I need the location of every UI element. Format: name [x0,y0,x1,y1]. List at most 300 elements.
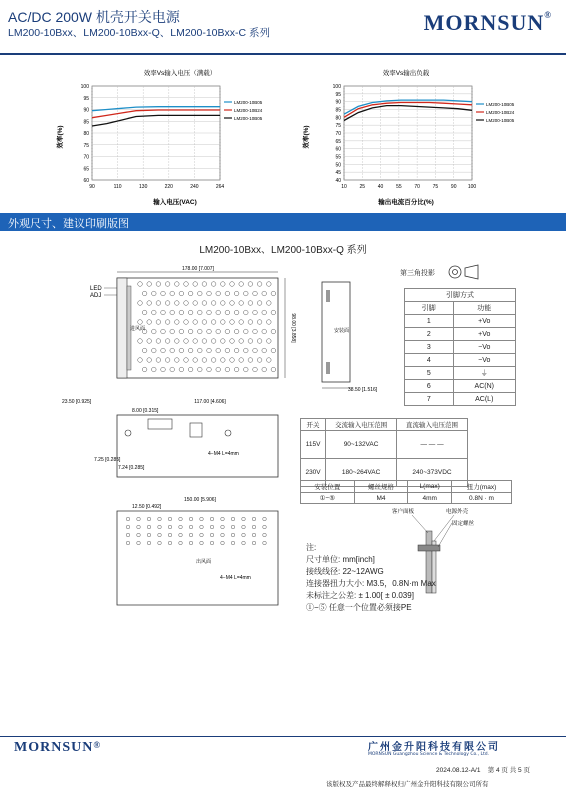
vent-hole [184,358,189,363]
pin-function: +Vo [453,328,515,341]
power-case-label: 电源外壳 [446,509,469,515]
func-col-header: 功能 [453,302,515,315]
vent-hole [257,339,262,344]
vent-hole [244,291,249,296]
vent-hole [200,517,204,521]
vent-hole [179,533,183,537]
x-tick-label: 264 [215,184,225,190]
vent-hole [152,310,157,315]
y-tick-label: 90 [83,107,89,114]
vent-hole [253,348,258,353]
vent-hole [257,320,262,325]
vent-hole [216,310,221,315]
y-tick-label: 75 [335,123,341,130]
vent-hole [221,282,226,287]
dim-23-5: 23.50 [0.925] [62,399,92,405]
vent-hole [137,525,141,529]
note-line: 未标注之公差: ± 1.00[ ± 0.039] [306,591,414,600]
vent-hole [267,339,272,344]
vent-hole [161,310,166,315]
vent-hole [207,291,212,296]
legend-label: LM200-10B05 [234,116,263,121]
x-tick-label: 130 [139,184,148,190]
y-tick-label: 95 [335,91,341,98]
vent-hole [263,517,267,521]
vent-hole [252,517,256,521]
vent-hole [207,367,212,372]
vent-hole [158,541,162,545]
vent-hole [248,282,253,287]
y-tick-label: 85 [83,119,89,126]
vent-hole [126,517,130,521]
vent-hole [126,541,130,545]
vent-hole [252,533,256,537]
dim-117: 117.00 [4.606] [194,399,226,405]
vent-hole [210,525,214,529]
vent-hole [252,525,256,529]
chart2-title: 效率Vs输出负载 [382,70,430,77]
y-tick-label: 45 [335,170,341,177]
vent-hole [230,339,235,344]
vent-hole [262,291,267,296]
vent-hole [179,310,184,315]
vent-hole [221,339,226,344]
vent-hole [193,358,198,363]
chart1-grid [92,86,220,180]
vent-hole [147,517,151,521]
vent-hole [207,310,212,315]
vent-hole [231,533,235,537]
footer-company-en: MORNSUN Guangzhou Science & Technology Co., Ltd. [368,752,490,757]
pin-row [405,315,516,328]
vent-hole [137,541,141,545]
vent-hole [142,348,147,353]
vent-hole [262,329,267,334]
vent-hole [202,339,207,344]
fix-screw-label: 固定螺丝 [452,521,475,527]
vent-hole [244,310,249,315]
x-tick-label: 40 [377,184,384,190]
vent-hole [239,301,244,306]
legend-label: LM200-10B24 [234,108,263,113]
y-tick-label: 100 [332,84,341,90]
vent-hole [198,310,203,315]
vent-hole [244,348,249,353]
doc-title: AC/DC 200W 机壳开关电源 [8,9,180,25]
vent-hole [253,329,258,334]
vent-hole [267,358,272,363]
vent-hole [168,525,172,529]
vent-hole [156,320,161,325]
vent-hole [142,310,147,315]
vent-hole [239,339,244,344]
y-tick-label: 55 [335,154,341,161]
vent-hole [175,301,180,306]
note-line: 连接器扭力大小: M3.5，0.8N·m Max [306,579,436,588]
vent-hole [138,339,143,344]
vent-hole [234,329,239,334]
x-tick-label: 220 [164,184,173,190]
y-tick-label: 50 [335,162,341,169]
vent-hole [211,339,216,344]
y-tick-label: 65 [83,166,89,173]
vent-hole [193,282,198,287]
vent-hole [242,533,246,537]
note-line: ①−⑤ 任意一个位置必须接PE [306,603,412,612]
vent-hole [225,310,230,315]
y-tick-label: 70 [83,154,89,161]
vent-hole [231,541,235,545]
vent-hole [165,320,170,325]
vent-hole [198,367,203,372]
vent-hole [239,282,244,287]
vent-hole [165,339,170,344]
pin-row [405,380,516,393]
pin-col-header: 引脚 [405,302,454,315]
vent-hole [207,329,212,334]
vent-hole [170,310,175,315]
vent-hole [170,291,175,296]
dim-12-5: 12.50 [0.492] [132,504,162,510]
vent-hole [188,367,193,372]
pin-function: −Vo [453,354,515,367]
vent-hole [152,348,157,353]
vent-hole [221,525,225,529]
vent-hole [263,541,267,545]
vent-hole [188,348,193,353]
pin-function: AC(L) [453,393,515,406]
screw-label-a: 4−M4 L=4mm [208,451,239,457]
vent-hole [211,358,216,363]
doc-subtitle: LM200-10Bxx、LM200-10Bxx-Q、LM200-10Bxx-C 系列 [8,27,271,39]
vent-hole [210,541,214,545]
vent-hole [244,367,249,372]
vent-hole [142,291,147,296]
vent-hole [168,541,172,545]
pin-table [404,288,516,406]
vent-hole [161,367,166,372]
projection-symbol-icon [446,263,480,281]
vent-hole [193,301,198,306]
page-number: 第 4 页 共 5 页 [487,767,530,774]
brand-logo: MORNSUN® [423,10,552,35]
vent-hole [225,367,230,372]
vent-hole [161,291,166,296]
vent-hole [230,282,235,287]
footer-divider [0,736,566,737]
pin-table-header: 引脚方式 [405,289,516,302]
vent-hole [184,320,189,325]
pin-function: −Vo [453,341,515,354]
chart1-title: 效率Vs输入电压（满载） [143,70,217,77]
vent-hole [257,282,262,287]
vent-hole [152,367,157,372]
vent-hole [262,348,267,353]
vent-hole [231,517,235,521]
x-tick-label: 25 [359,184,366,190]
vent-hole [239,358,244,363]
pin-number: 5 [405,367,454,380]
y-tick-label: 90 [335,99,341,106]
vent-hole [271,310,276,315]
x-tick-label: 70 [414,184,420,190]
vent-hole [147,358,152,363]
y-tick-label: 60 [83,178,89,184]
vent-hole [263,533,267,537]
chart2-legend [476,102,515,123]
vent-hole [200,541,204,545]
vent-hole [225,348,230,353]
pin-number: 2 [405,328,454,341]
vent-hole [271,329,276,334]
vent-hole [156,358,161,363]
vent-hole [184,339,189,344]
vent-hole [239,320,244,325]
vent-hole [165,282,170,287]
vent-hole [221,301,226,306]
vent-hole [188,310,193,315]
vent-hole [198,329,203,334]
chart1-legend [224,100,263,121]
vent-hole [202,320,207,325]
vent-hole [188,291,193,296]
vent-hole [138,358,143,363]
vent-hole [158,517,162,521]
pin-function: AC(N) [453,380,515,393]
vent-hole [161,329,166,334]
pin-row [405,328,516,341]
vent-hole [198,348,203,353]
pin-number: 1 [405,315,454,328]
vent-hole [252,541,256,545]
notes-title: 注: [306,543,317,552]
adj-label: ADJ [90,293,102,299]
pin-number: 6 [405,380,454,393]
header-divider [0,53,566,55]
note-line: 接线线径: 22~12AWG [306,567,384,576]
side-view-drawing [312,278,380,398]
vent-hole [170,348,175,353]
vent-hole [200,533,204,537]
vent-hole [211,282,216,287]
vent-hole [147,533,151,537]
vent-hole [137,517,141,521]
y-tick-label: 100 [80,84,89,90]
pin-number: 3 [405,341,454,354]
footer-company: 广州金升阳科技有限公司 [368,742,500,753]
vent-hole [189,541,193,545]
vent-hole [202,358,207,363]
y-tick-label: 85 [335,107,341,114]
vent-hole [189,525,193,529]
x-tick-label: 90 [450,184,457,190]
vent-hole [156,282,161,287]
vent-hole [202,301,207,306]
vent-hole [138,320,143,325]
vent-hole [267,301,272,306]
vent-hole [138,282,143,287]
chart1-ylabel: 效率(%) [57,125,64,149]
footer-copyright: 该版权及产品最终解释权归广州金升阳科技有限公司所有 [326,780,489,788]
vent-hole [179,329,184,334]
vent-hole [271,291,276,296]
vent-hole [168,517,172,521]
y-tick-label: 75 [83,142,89,149]
vent-hole [189,517,193,521]
vent-hole [216,348,221,353]
vent-hole [271,348,276,353]
x-tick-label: 100 [467,184,477,190]
vent-hole [230,301,235,306]
vent-hole [156,339,161,344]
vent-hole [165,358,170,363]
x-tick-label: 90 [89,184,95,190]
vent-hole [262,367,267,372]
chart1-xlabel: 输入电压(VAC) [153,199,197,206]
y-tick-label: 40 [335,178,341,184]
vent-hole [193,339,198,344]
vent-hole [170,367,175,372]
vent-hole [225,291,230,296]
vent-hole [198,291,203,296]
vent-hole [211,320,216,325]
note-line: 尺寸单位: mm[inch] [306,555,375,564]
vent-hole [234,291,239,296]
vent-hole [147,339,152,344]
vent-hole [248,320,253,325]
x-tick-label: 55 [396,184,402,190]
vent-hole [221,541,225,545]
vent-hole [175,358,180,363]
vent-hole [126,525,130,529]
vent-hole [152,329,157,334]
vent-hole [137,533,141,537]
customer-panel-label: 客户面板 [392,509,415,515]
x-tick-label: 10 [341,184,347,190]
vent-hole [152,291,157,296]
y-tick-label: 65 [335,138,341,145]
vent-hole [179,291,184,296]
dim-depth: 38.50 [1.516] [348,387,378,393]
chart-efficiency-vs-load [296,64,526,209]
y-tick-label: 60 [335,146,341,153]
x-tick-label: 75 [432,184,439,190]
vent-hole [156,301,161,306]
vent-hole [242,525,246,529]
bottom-view-drawing [60,493,305,613]
vent-hole [253,367,258,372]
vent-hole [165,301,170,306]
legend-label: LM200-10B05 [234,100,263,105]
vent-hole [188,329,193,334]
vent-hole [175,339,180,344]
pin-function: +Vo [453,315,515,328]
vent-hole [207,348,212,353]
vent-hole [248,358,253,363]
y-tick-label: 80 [335,115,341,122]
vent-hole [234,348,239,353]
vent-hole [126,533,130,537]
pin-row [405,367,516,380]
dim-8: 8.00 [0.315] [132,408,159,414]
chart2-xlabel: 输出电流百分比(%) [378,199,434,206]
legend-label: LM200-10B05 [486,102,515,107]
vent-hole [179,517,183,521]
dim-150: 150.00 [5.906] [184,497,216,503]
vent-hole [230,358,235,363]
vent-hole [210,517,214,521]
section-header: 外观尺寸、建议印刷版图 [0,213,566,231]
pin-number: 4 [405,354,454,367]
dim-width: 178.00 [7.007] [182,266,214,272]
vent-hole [147,320,152,325]
vent-hole [179,348,184,353]
x-tick-label: 110 [113,184,122,190]
vent-hole [175,320,180,325]
vent-hole [242,541,246,545]
vent-hole [242,517,246,521]
front-view-drawing [60,264,300,394]
vent-hole [161,348,166,353]
vent-hole [184,301,189,306]
pin-row [405,393,516,406]
vent-hole [158,533,162,537]
pin-row [405,354,516,367]
vent-hole [138,301,143,306]
vent-hole [147,282,152,287]
label-fan: 进风面 [130,326,146,332]
vent-hole [267,320,272,325]
drawing-series-title: LM200-10Bxx、LM200-10Bxx-Q 系列 [199,245,367,256]
vent-hole [257,358,262,363]
legend-label: LM200-10B24 [486,110,515,115]
vent-hole [147,301,152,306]
vent-hole [170,329,175,334]
vent-hole [175,282,180,287]
vent-hole [147,525,151,529]
vent-hole [234,310,239,315]
vent-hole [210,533,214,537]
pin-function: ⏚ [453,367,515,380]
vent-hole [234,367,239,372]
vent-hole [262,310,267,315]
vent-hole [168,533,172,537]
vent-hole [211,301,216,306]
chart-efficiency-vs-input [50,64,280,209]
vent-hole [248,339,253,344]
vent-hole [253,291,258,296]
vent-hole [179,541,183,545]
led-label: LED [90,286,102,292]
vent-hole [231,525,235,529]
label-side: 安装面 [334,328,350,334]
vent-hole [221,533,225,537]
dim-height: 98.00 [3.858] [290,313,296,343]
vent-hole [202,282,207,287]
vent-hole [200,525,204,529]
chart2-ylabel: 效率(%) [303,125,310,149]
dim-7-24: 7.24 [0.285] [118,465,145,471]
vent-hole [225,329,230,334]
vent-hole [189,533,193,537]
vent-hole [147,541,151,545]
y-tick-label: 80 [83,131,89,137]
top-view-drawing [60,395,305,485]
vent-hole [179,525,183,529]
torque-table: 安装位置 螺丝规格 L(max) 扭力(max) ①−⑤ M4 4mm 0.8N · m [300,480,512,504]
vent-hole [253,310,258,315]
vent-hole [216,367,221,372]
